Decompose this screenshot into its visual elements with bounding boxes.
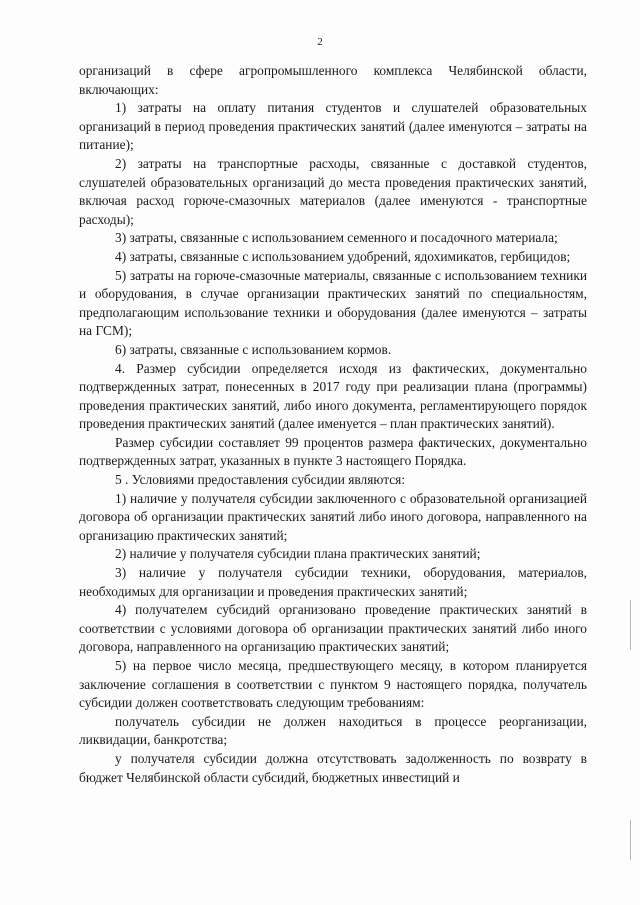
paragraph: 4. Размер субсидии определяется исходя из фактических, документально подтвержденных затрат, понесенных в 2017 году при реализации плана (программы) проведения практических занятий, либо иного документа, регламентирующего порядок проведения практических занятий (далее именуется – план практических занятий). xyxy=(79,360,587,432)
paragraph: 3) наличие у получателя субсидии техники, оборудования, материалов, необходимых для организации и проведения практических занятий; xyxy=(79,565,587,599)
paragraph: у получателя субсидии должна отсутствовать задолженность по возврату в бюджет Челябинской области субсидий, бюджетных инвестиций и xyxy=(79,750,587,785)
paragraph: получатель субсидии не должен находиться в процессе реорганизации, ликвидации, банкротства; xyxy=(79,713,587,748)
paragraph: 1) затраты на оплату питания студентов и слушателей образовательных организаций в период проведения практических занятий (далее именуются – затраты на питание); xyxy=(79,100,587,153)
paragraph: Размер субсидии составляет 99 процентов размера фактических, документально подтвержденных затрат, указанных в пункте 3 настоящего Порядка. xyxy=(79,434,587,469)
document-body xyxy=(79,62,587,787)
paragraph: 2) наличие у получателя субсидии плана практических занятий; xyxy=(115,546,481,562)
paragraph: 6) затраты, связанные с использованием кормов. xyxy=(115,341,392,357)
paragraph: 4) затраты, связанные с использованием удобрений, ядохимикатов, гербицидов; xyxy=(115,248,571,264)
scan-margin-mark xyxy=(630,820,631,860)
scan-margin-mark xyxy=(630,600,631,650)
paragraph: 4) получателем субсидий организовано проведение практических занятий в соответствии с условиями договора об организации практических занятий либо иного договора, направленного на организацию практических занятий; xyxy=(79,602,587,655)
paragraph: 3) затраты, связанные с использованием семенного и посадочного материала; xyxy=(115,230,558,246)
paragraph: 5 . Условиями предоставления субсидии являются: xyxy=(115,472,406,488)
paragraph: 5) на первое число месяца, предшествующего месяцу, в котором планируется заключение соглашения в соответствии с пунктом 9 настоящего порядка, получатель субсидии должен соответствовать следующим требованиям: xyxy=(79,658,587,711)
paragraph: организаций в сфере агропромышленного комплекса Челябинской области, включающих: xyxy=(79,63,587,97)
page-number: 2 xyxy=(317,36,323,48)
paragraph: 2) затраты на транспортные расходы, связанные с доставкой студентов, слушателей образовательных организаций до места проведения практических занятий, включая расход горюче-смазочных материалов (далее именуются - транспортные расходы); xyxy=(79,155,587,227)
paragraph: 1) наличие у получателя субсидии заключенного с образовательной организацией договора об организации практических занятий либо иного договора, направленного на организацию практических занятий; xyxy=(79,490,587,543)
paragraph: 5) затраты на горюче-смазочные материалы, связанные с использованием техники и оборудования, в случае организации практических занятий по специальностям, предполагающим использование техники и оборудования (далее именуются – затраты на ГСМ); xyxy=(79,267,587,339)
